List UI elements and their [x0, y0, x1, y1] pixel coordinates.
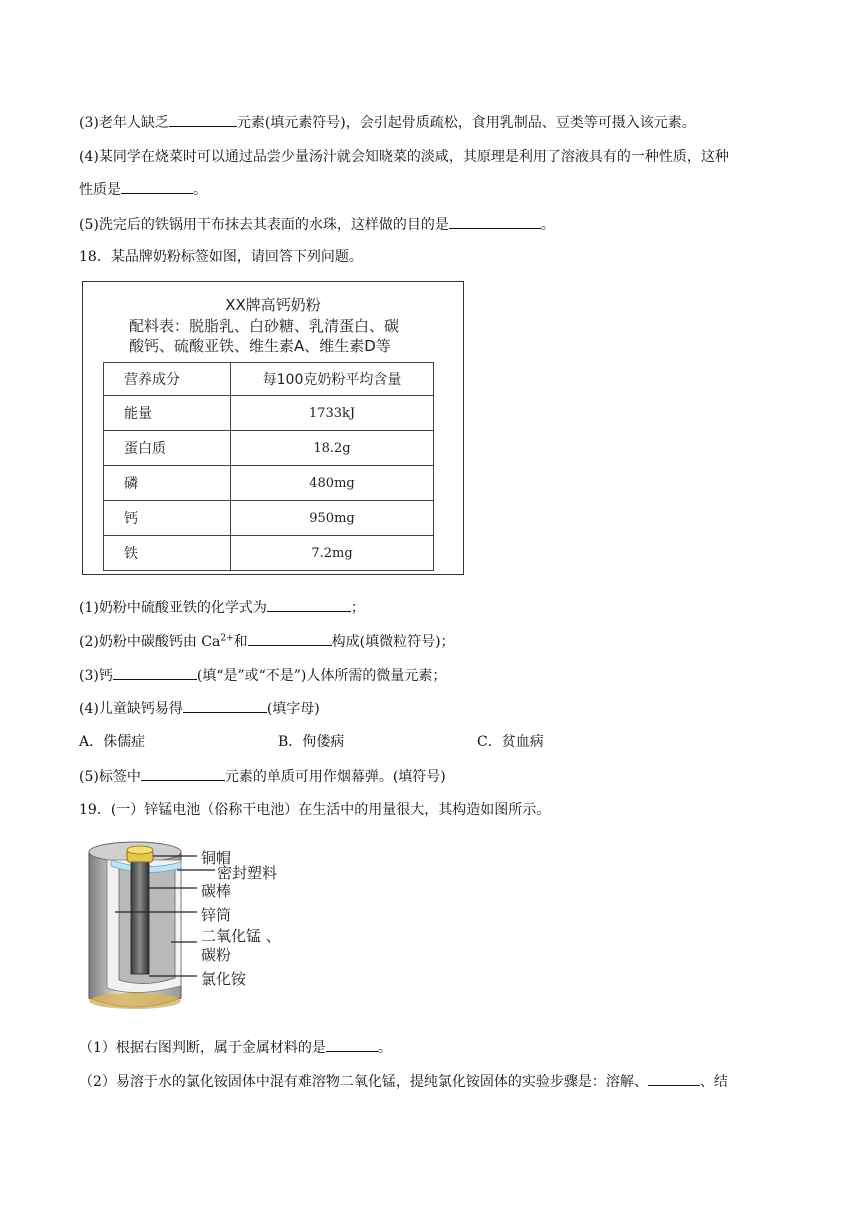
answer-blank: [121, 179, 193, 194]
table-cell: 蛋白质: [104, 431, 231, 466]
table-cell: 480mg: [231, 466, 434, 501]
table-row: [104, 536, 434, 571]
option-c: C．贫血病: [477, 734, 544, 750]
answer-blank: [113, 665, 197, 680]
table-header-cell: 营养成分: [104, 363, 231, 396]
table-cell: 18.2g: [231, 431, 434, 466]
q18-4-line: (4)儿童缺钙易得 (填字母): [79, 698, 320, 719]
label-ammonium-chloride: 氯化铵: [201, 970, 247, 988]
q18-5-line: (5)标签中 元素的单质可用作烟幕弹。(填符号): [79, 766, 446, 787]
table-cell: 7.2mg: [231, 536, 434, 571]
answer-blank: [169, 112, 237, 127]
label-ingredients: 配料表：脱脂乳、白砂糖、乳清蛋白、碳 酸钙、硫酸亚铁、维生素A、维生素D等: [129, 317, 400, 355]
answer-blank: [326, 1037, 378, 1052]
answer-blank: [183, 698, 267, 713]
table-row: [104, 431, 434, 466]
zinc-manganese-battery-figure: [85, 838, 325, 1014]
table-row: [104, 501, 434, 536]
table-cell: 磷: [104, 466, 231, 501]
q18-2-line: (2)奶粉中碳酸钙由 $Ca^{2+}$和 构成(填微粒符号)；: [79, 631, 455, 652]
answer-blank: [648, 1071, 700, 1086]
q17-4-line-a: (4)某同学在烧菜时可以通过品尝少量汤汁就会知晓菜的淡咸，其原理是利用了溶液具有的一种性质，这种: [79, 149, 729, 165]
answer-blank: [449, 214, 541, 229]
label-sealing-plastic: 密封塑料: [217, 864, 278, 882]
q19-2-line: （2）易溶于水的氯化铵固体中混有难溶物二氧化锰，提纯氯化铵固体的实验步骤是：溶解、 、结: [79, 1071, 728, 1092]
option-a: A．侏儒症: [79, 734, 146, 750]
milk-powder-label-figure: [82, 281, 464, 575]
table-cell: 铁: [104, 536, 231, 571]
q19-stem: 19．(一）锌锰电池（俗称干电池）在生活中的用量很大，其构造如图所示。: [79, 802, 551, 818]
table-header-row: [104, 363, 434, 396]
q17-4-line-b: 性质是 。: [79, 179, 207, 200]
label-zinc-can: 锌筒: [201, 906, 232, 924]
label-carbon-rod: 碳棒: [201, 882, 232, 900]
table-cell: 钙: [104, 501, 231, 536]
table-row: [104, 396, 434, 431]
q18-1-line: (1)奶粉中硫酸亚铁的化学式为 ；: [79, 597, 365, 618]
label-carbon-powder: 碳粉: [201, 946, 232, 964]
q17-3-line: (3)老年人缺乏 元素(填元素符号)，会引起骨质疏松，食用乳制品、豆类等可摄入该元素。: [79, 112, 696, 133]
table-cell: 950mg: [231, 501, 434, 536]
table-header-cell: 每100克奶粉平均含量: [231, 363, 434, 396]
label-title: XX牌高钙奶粉: [225, 296, 321, 314]
table-row: [104, 466, 434, 501]
table-cell: 1733kJ: [231, 396, 434, 431]
label-manganese-dioxide: 二氧化锰 、: [201, 927, 281, 945]
table-cell: 能量: [104, 396, 231, 431]
q18-3-line: (3)钙 (填“是”或“不是”)人体所需的微量元素；: [79, 665, 446, 686]
nutrition-table: [103, 362, 434, 571]
q19-1-line: （1）根据右图判断，属于金属材料的是 。: [79, 1037, 392, 1058]
answer-blank: [267, 597, 351, 612]
answer-blank: [248, 631, 332, 646]
option-b: B．佝偻病: [278, 734, 345, 750]
q18-stem: 18．某品牌奶粉标签如图，请回答下列问题。: [79, 249, 363, 265]
answer-blank: [141, 766, 225, 781]
label-copper-cap: 铜帽: [201, 849, 232, 867]
q17-5-line: (5)洗完后的铁锅用干布抹去其表面的水珠，这样做的目的是 。: [79, 214, 555, 235]
